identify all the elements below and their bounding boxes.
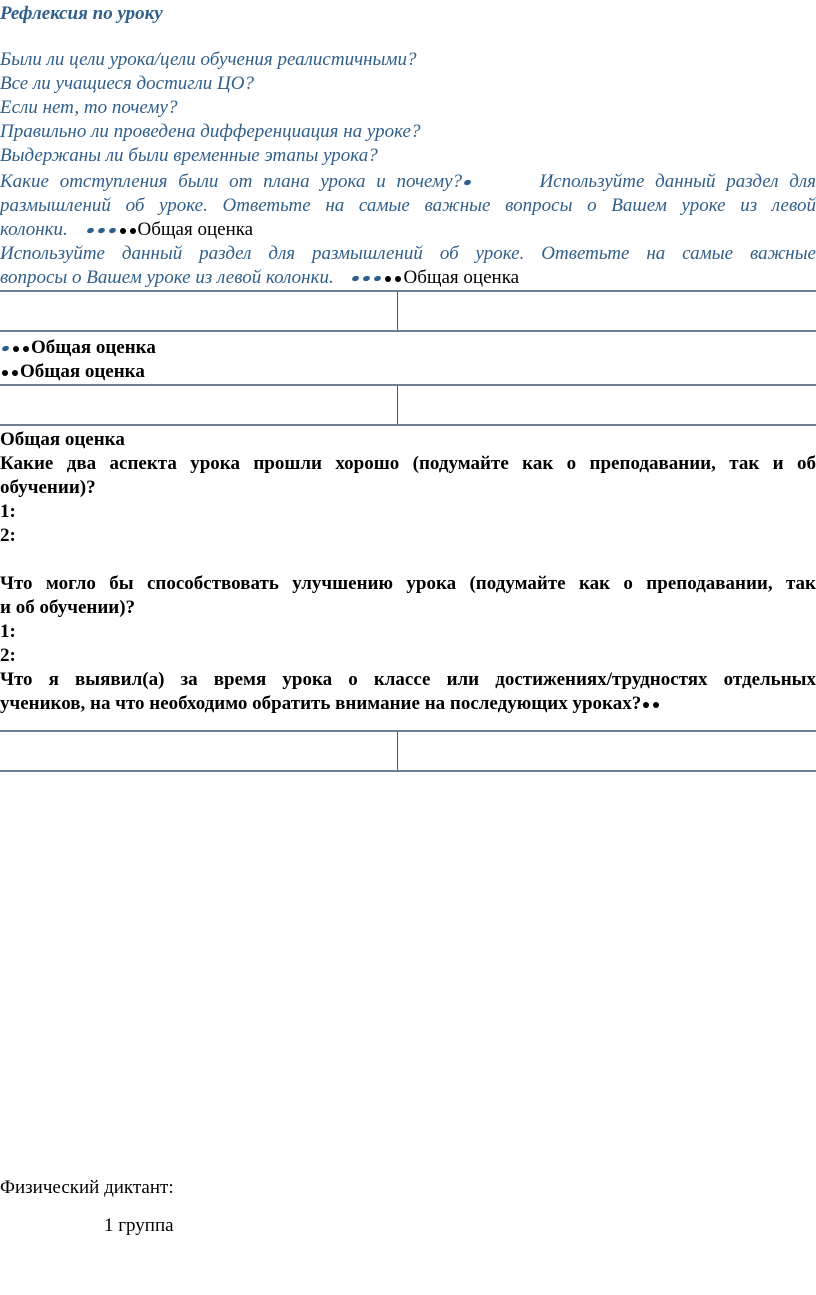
- bullet-icon: [12, 370, 18, 376]
- question-learned: Что я выявил(а) за время урока о классе или достижениях/трудностях отдельных: [0, 669, 816, 690]
- question-learned-line2: учеников, на что необходимо обратить внимание на последующих уроках?: [0, 693, 642, 714]
- bullet-icon: [108, 227, 116, 234]
- summary-label: Общая оценка: [403, 267, 520, 288]
- paragraph-line2: вопросы о Вашем уроке из левой колонки.: [0, 267, 334, 288]
- question-time-stages: Выдержаны ли были временные этапы урока?: [0, 145, 378, 166]
- bullet-icon: [653, 702, 659, 708]
- table-row-1: [0, 290, 816, 332]
- good-item-1: 1:: [0, 501, 16, 522]
- summary-label: Общая оценка: [31, 337, 156, 358]
- bullet-icon: [395, 276, 401, 282]
- bullet-icon: [13, 346, 19, 352]
- paragraph-line1: Используйте данный раздел для размышлений об уроке. Ответьте на самые важные: [0, 243, 816, 264]
- bullet-icon: [130, 228, 136, 234]
- dictation-label: Физический диктант:: [0, 1177, 174, 1198]
- question-good-aspects: Какие два аспекта урока прошли хорошо (подумайте как о преподавании, так и об: [0, 453, 816, 474]
- bullet-icon: [1, 345, 9, 352]
- bullet-icon: [363, 275, 371, 282]
- question-learned-line2-row: [0, 692, 816, 716]
- bullet-icon: [86, 227, 94, 234]
- improve-item-1: 1:: [0, 621, 16, 642]
- question-goals-achieved: Все ли учащиеся достигли ЦО?: [0, 73, 254, 94]
- bullet-icon: [463, 179, 471, 186]
- bullet-icon: [120, 228, 126, 234]
- summary-label: Общая оценка: [20, 361, 145, 382]
- bullet-icon: [97, 227, 105, 234]
- table-row-3: [0, 730, 816, 772]
- paragraph-line2-row: [0, 266, 816, 290]
- bullet-icon: [385, 276, 391, 282]
- bullet-icon: [352, 275, 360, 282]
- table-divider: [397, 732, 398, 770]
- question-deviations-tail: Используйте данный раздел для: [539, 171, 816, 192]
- dictation-group: 1 группа: [104, 1215, 174, 1236]
- question-good-aspects-line2: обучении)?: [0, 477, 96, 498]
- bullet-icon: [374, 275, 382, 282]
- question-deviations-end: колонки.: [0, 219, 68, 240]
- improve-item-2: 2:: [0, 645, 16, 666]
- question-deviations-line: [0, 170, 816, 194]
- table-divider: [397, 292, 398, 330]
- summary-row-1: [0, 336, 816, 360]
- table-row-2: [0, 384, 816, 426]
- question-differentiation: Правильно ли проведена дифференциация на уроке?: [0, 121, 421, 142]
- summary-row-2: [0, 360, 816, 384]
- bullet-icon: [643, 702, 649, 708]
- question-deviations: Какие отступления были от плана урока и почему?: [0, 171, 463, 192]
- table-divider: [397, 386, 398, 424]
- reflection-title: Рефлексия по уроку: [0, 3, 163, 24]
- question-improve-line2: и об обучении)?: [0, 597, 136, 618]
- good-item-2: 2:: [0, 525, 16, 546]
- bullet-icon: [23, 346, 29, 352]
- summary-label: Общая оценка: [137, 219, 254, 240]
- evaluation-heading: Общая оценка: [0, 429, 125, 450]
- question-deviations-line3: [0, 218, 816, 242]
- bullet-icon: [2, 370, 8, 376]
- question-improve: Что могло бы способствовать улучшению урока (подумайте как о преподавании, так: [0, 573, 816, 594]
- question-goals-realistic: Были ли цели урока/цели обучения реалистичными?: [0, 49, 417, 70]
- question-if-not-why: Если нет, то почему?: [0, 97, 178, 118]
- question-deviations-line2: размышлений об уроке. Ответьте на самые важные вопросы о Вашем уроке из левой: [0, 195, 816, 216]
